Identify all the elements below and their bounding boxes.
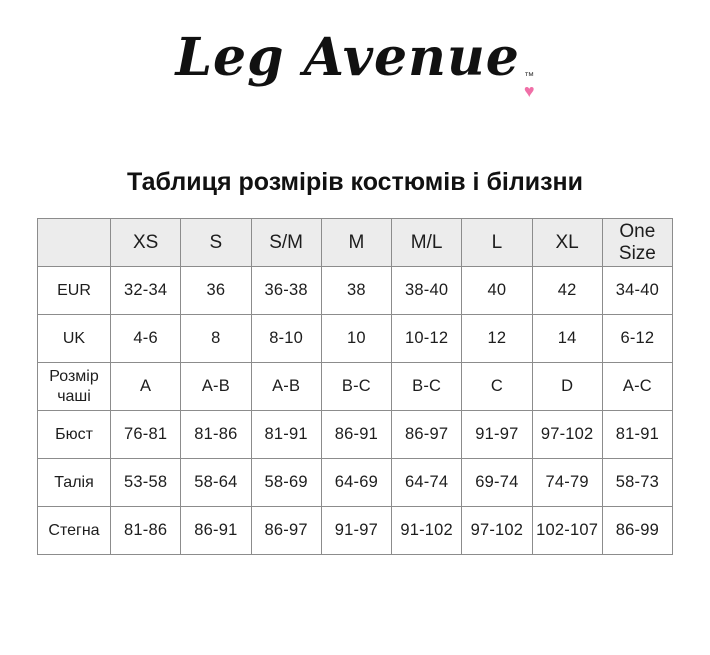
table-cell: 102-107 [532, 507, 602, 555]
table-cell: 91-97 [321, 507, 391, 555]
table-cell: 38-40 [392, 267, 462, 315]
table-cell: 86-91 [321, 411, 391, 459]
table-cell: 58-69 [251, 459, 321, 507]
table-cell: 32-34 [111, 267, 181, 315]
table-cell: A [111, 363, 181, 411]
table-cell: 53-58 [111, 459, 181, 507]
brand-logo [0, 27, 710, 101]
row-label: Бюст [38, 411, 111, 459]
column-header: One Size [602, 219, 672, 267]
column-header: S/M [251, 219, 321, 267]
column-header: S [181, 219, 251, 267]
table-cell: 36 [181, 267, 251, 315]
table-row [38, 411, 673, 459]
table-cell: 8 [181, 315, 251, 363]
table-row [38, 507, 673, 555]
table-row [38, 363, 673, 411]
column-header: M [321, 219, 391, 267]
table-cell: 36-38 [251, 267, 321, 315]
table-cell: B-C [321, 363, 391, 411]
table-cell: 69-74 [462, 459, 532, 507]
table-cell: 91-97 [462, 411, 532, 459]
table-cell: D [532, 363, 602, 411]
row-label: Розмір чаші [38, 363, 111, 411]
table-cell: 81-86 [181, 411, 251, 459]
column-header: XS [111, 219, 181, 267]
table-cell: 81-91 [602, 411, 672, 459]
table-cell: 10 [321, 315, 391, 363]
table-cell: 38 [321, 267, 391, 315]
row-label: Талія [38, 459, 111, 507]
table-cell: B-C [392, 363, 462, 411]
row-label: EUR [38, 267, 111, 315]
table-cell: 86-91 [181, 507, 251, 555]
table-cell: 74-79 [532, 459, 602, 507]
header-row [38, 219, 673, 267]
logo-mark [524, 72, 535, 100]
table-cell: 14 [532, 315, 602, 363]
table-row [38, 267, 673, 315]
size-table-header [38, 219, 673, 267]
table-cell: C [462, 363, 532, 411]
table-cell: 76-81 [111, 411, 181, 459]
table-row [38, 315, 673, 363]
size-table [37, 218, 673, 555]
table-cell: 42 [532, 267, 602, 315]
column-header: L [462, 219, 532, 267]
table-cell: 91-102 [392, 507, 462, 555]
table-cell: 97-102 [532, 411, 602, 459]
corner-cell [38, 219, 111, 267]
size-table-body [38, 267, 673, 555]
trademark-symbol: ™ [524, 71, 535, 82]
row-label: Стегна [38, 507, 111, 555]
table-cell: 12 [462, 315, 532, 363]
page-title: Таблиця розмірів костюмів і білизни [127, 168, 583, 196]
table-cell: 86-97 [251, 507, 321, 555]
table-cell: A-C [602, 363, 672, 411]
table-cell: 86-97 [392, 411, 462, 459]
table-cell: A-B [251, 363, 321, 411]
column-header: XL [532, 219, 602, 267]
table-cell: 81-91 [251, 411, 321, 459]
table-cell: 58-73 [602, 459, 672, 507]
table-row [38, 459, 673, 507]
table-cell: 97-102 [462, 507, 532, 555]
table-cell: A-B [181, 363, 251, 411]
table-cell: 10-12 [392, 315, 462, 363]
table-cell: 4-6 [111, 315, 181, 363]
table-cell: 40 [462, 267, 532, 315]
row-label: UK [38, 315, 111, 363]
heart-icon: ♥ [523, 81, 535, 101]
column-header: M/L [392, 219, 462, 267]
table-cell: 81-86 [111, 507, 181, 555]
table-cell: 8-10 [251, 315, 321, 363]
table-cell: 86-99 [602, 507, 672, 555]
brand-logo-text: Leg Avenue [175, 27, 520, 88]
table-cell: 64-74 [392, 459, 462, 507]
table-cell: 34-40 [602, 267, 672, 315]
table-cell: 58-64 [181, 459, 251, 507]
table-cell: 6-12 [602, 315, 672, 363]
table-cell: 64-69 [321, 459, 391, 507]
